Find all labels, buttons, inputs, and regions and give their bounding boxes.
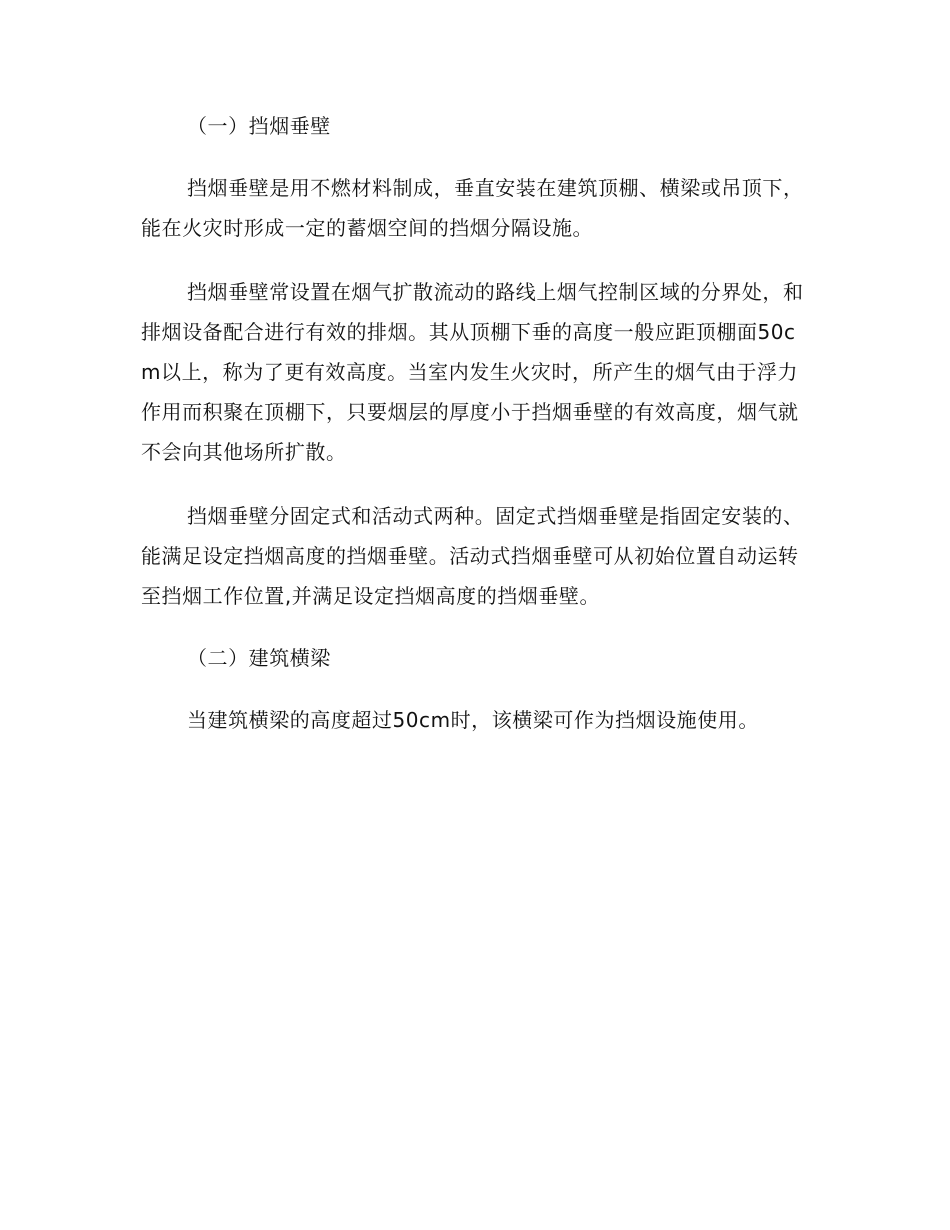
paragraph-beam: 当建筑横梁的高度超过50cm时，该横梁可作为挡烟设施使用。: [187, 708, 759, 732]
section-heading-smoke-barrier: （一）挡烟垂壁: [187, 114, 331, 138]
document-body: [141, 108, 806, 764]
paragraph-definition: 挡烟垂壁是用不燃材料制成，垂直安装在建筑顶棚、横梁或吊顶下，能在火灾时形成一定的蓄烟空间的挡烟分隔设施。: [141, 176, 804, 240]
paragraph-placement: 挡烟垂壁常设置在烟气扩散流动的路线上烟气控制区域的分界处，和排烟设备配合进行有效的排烟。其从顶棚下垂的高度一般应距顶棚面50cm以上，称为了更有效高度。当室内发生火灾时，所产生的烟气由于浮力作用而积聚在顶棚下，只要烟层的厚度小于挡烟垂壁的有效高度，烟气就不会向其他场所扩散。: [141, 280, 804, 464]
section-heading-building-beam: （二）建筑横梁: [187, 646, 331, 670]
paragraph-types: 挡烟垂壁分固定式和活动式两种。固定式挡烟垂壁是指固定安装的、能满足设定挡烟高度的挡烟垂壁。活动式挡烟垂壁可从初始位置自动运转至挡烟工作位置,并满足设定挡烟高度的挡烟垂壁。: [141, 504, 804, 608]
